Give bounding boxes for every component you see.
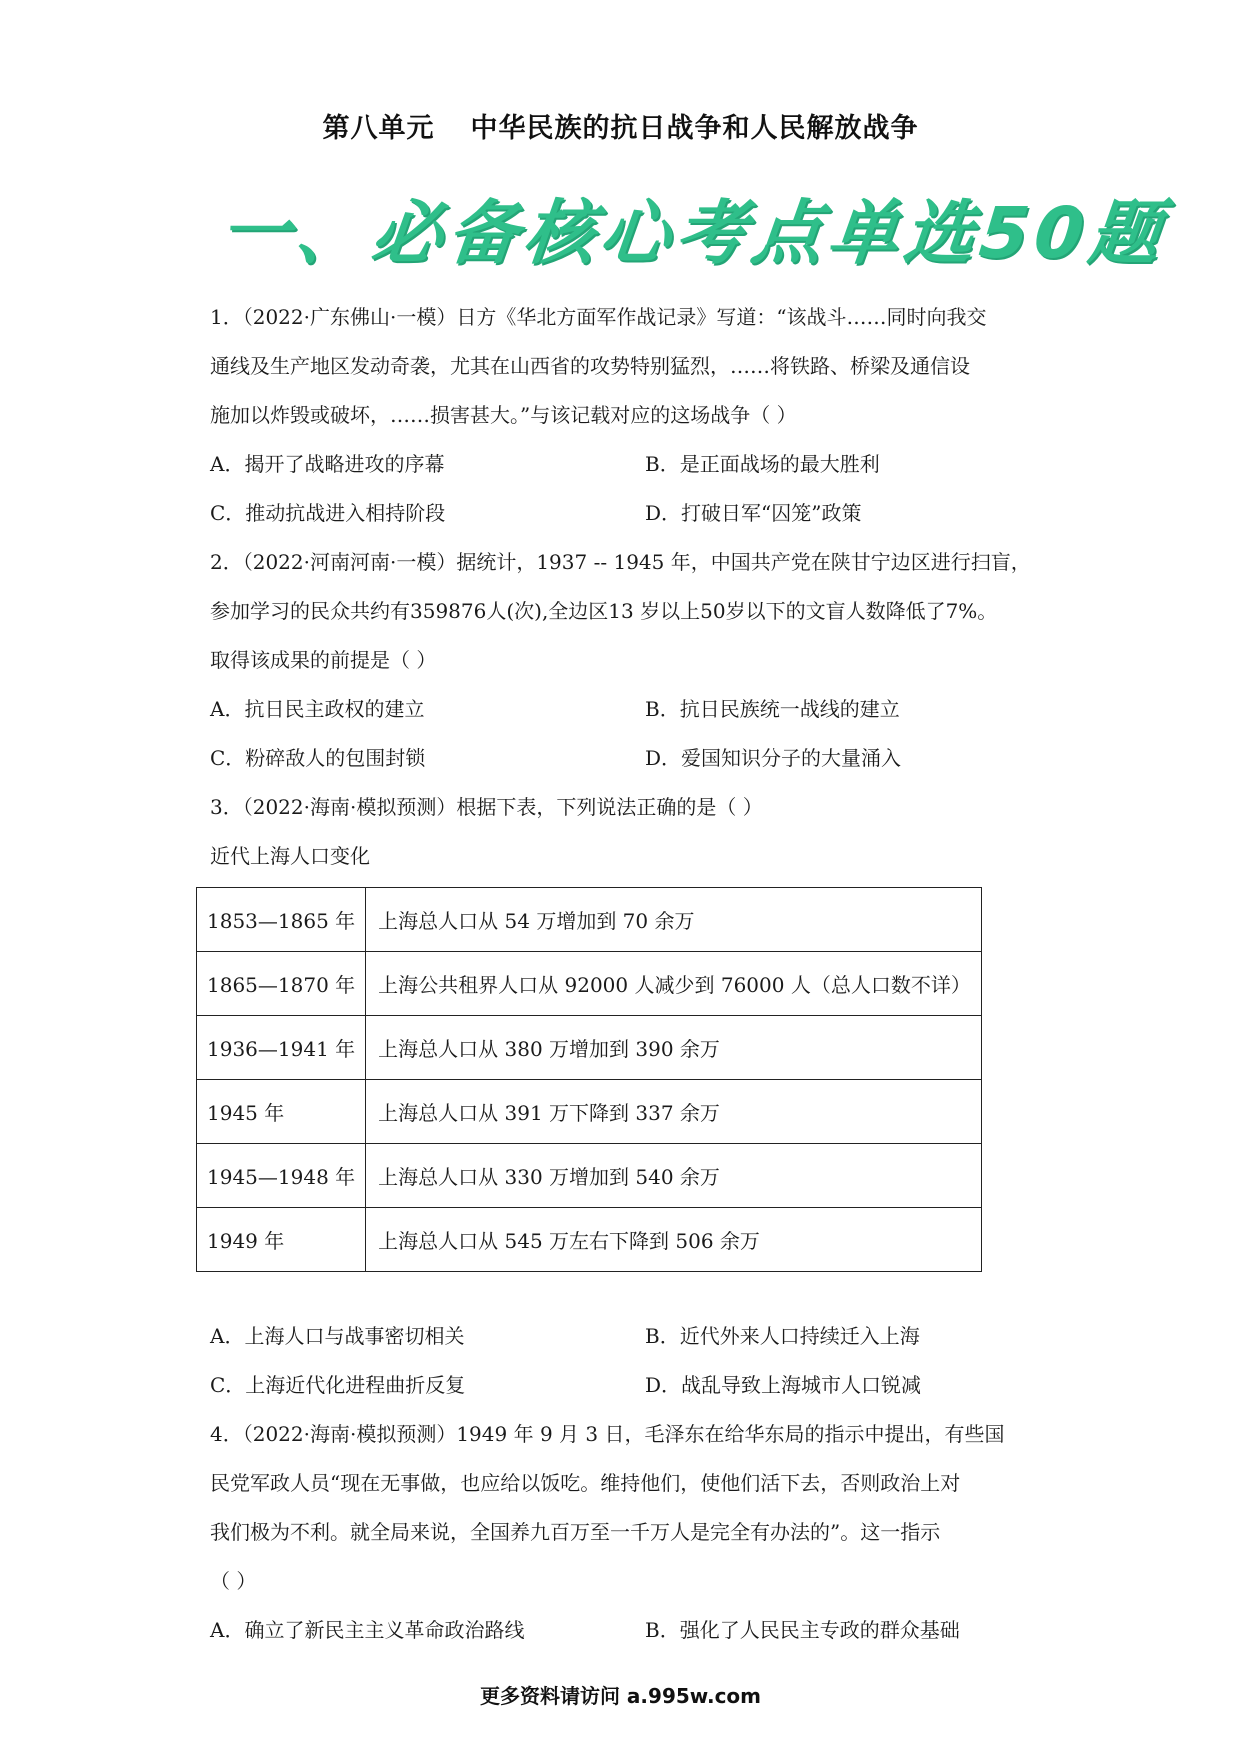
table-cell-desc: 上海总人口从 380 万增加到 390 余万 bbox=[366, 1016, 982, 1080]
option-d[interactable]: D．爱国知识分子的大量涌入 bbox=[645, 746, 902, 770]
question-text-line: 1．（2022·广东佛山·一模）日方《华北方面军作战记录》写道：“该战斗……同时向我交 bbox=[210, 305, 987, 329]
unit-label: 第八单元 bbox=[322, 113, 435, 144]
table-cell-year: 1949 年 bbox=[197, 1208, 366, 1272]
table-row bbox=[197, 952, 982, 1016]
option-c[interactable]: C．推动抗战进入相持阶段 bbox=[210, 501, 446, 525]
unit-title: 中华民族的抗日战争和人民解放战争 bbox=[470, 113, 919, 144]
question-text-line: 通线及生产地区发动奇袭，尤其在山西省的攻势特别猛烈，……将铁路、桥梁及通信设 bbox=[210, 354, 970, 378]
population-table bbox=[196, 887, 982, 1272]
option-d[interactable]: D．打破日军“囚笼”政策 bbox=[645, 501, 862, 525]
question-4 bbox=[210, 1410, 1040, 1655]
question-list bbox=[207, 293, 1040, 1655]
question-text-line: 3．（2022·海南·模拟预测）根据下表，下列说法正确的是（ ） bbox=[210, 795, 763, 819]
question-text-line: 参加学习的民众共约有359876人(次),全边区13 岁以上50岁以下的文盲人数降低了7%。 bbox=[210, 599, 998, 623]
question-text-line: （ ） bbox=[210, 1569, 257, 1593]
option-a[interactable]: A．抗日民主政权的建立 bbox=[210, 697, 425, 721]
option-b[interactable]: B．抗日民族统一战线的建立 bbox=[645, 697, 900, 721]
option-row bbox=[210, 489, 1040, 538]
question-text-line: 4．（2022·海南·模拟预测）1949 年 9 月 3 日，毛泽东在给华东局的指示中提出，有些国 bbox=[210, 1422, 1005, 1446]
footer-link[interactable]: 更多资料请访问 a.995w.com bbox=[479, 1684, 762, 1708]
page-title bbox=[0, 106, 1241, 145]
option-row bbox=[210, 440, 1040, 489]
question-2 bbox=[210, 538, 1040, 783]
table-row bbox=[197, 1080, 982, 1144]
table-cell-year: 1945 年 bbox=[197, 1080, 366, 1144]
table-cell-desc: 上海总人口从 54 万增加到 70 余万 bbox=[366, 888, 982, 952]
question-text-line: 我们极为不利。就全局来说，全国养九百万至一千万人是完全有办法的”。这一指示 bbox=[210, 1520, 941, 1544]
option-a[interactable]: A．确立了新民主主义革命政治路线 bbox=[210, 1618, 525, 1642]
option-row bbox=[210, 1312, 1040, 1361]
question-1 bbox=[210, 293, 1040, 538]
question-text-line: 2．（2022·河南河南·一模）据统计，1937 -- 1945 年，中国共产党在陕甘宁边区进行扫盲， bbox=[210, 550, 1031, 574]
table-cell-year: 1945—1948 年 bbox=[197, 1144, 366, 1208]
option-row bbox=[210, 734, 1040, 783]
option-row bbox=[210, 1361, 1040, 1410]
table-cell-year: 1865—1870 年 bbox=[197, 952, 366, 1016]
table-cell-desc: 上海公共租界人口从 92000 人减少到 76000 人（总人口数不详） bbox=[366, 952, 982, 1016]
question-text-line: 民党军政人员“现在无事做，也应给以饭吃。维持他们，使他们活下去，否则政治上对 bbox=[210, 1471, 961, 1495]
option-b[interactable]: B．是正面战场的最大胜利 bbox=[645, 452, 880, 476]
option-a[interactable]: A．上海人口与战事密切相关 bbox=[210, 1324, 465, 1348]
option-c[interactable]: C．粉碎敌人的包围封锁 bbox=[210, 746, 426, 770]
question-text-line: 取得该成果的前提是（ ） bbox=[210, 648, 437, 672]
option-a[interactable]: A．揭开了战略进攻的序幕 bbox=[210, 452, 445, 476]
question-3 bbox=[207, 783, 1040, 1410]
option-d[interactable]: D．战乱导致上海城市人口锐减 bbox=[645, 1373, 922, 1397]
table-row bbox=[197, 888, 982, 952]
question-text-line: 施加以炸毁或破坏，……损害甚大。”与该记载对应的这场战争（ ） bbox=[210, 403, 797, 427]
population-table-wrap bbox=[196, 887, 1040, 1272]
option-b[interactable]: B．近代外来人口持续迁入上海 bbox=[645, 1324, 920, 1348]
option-row bbox=[210, 1606, 1040, 1655]
option-c[interactable]: C．上海近代化进程曲折反复 bbox=[210, 1373, 466, 1397]
table-cell-desc: 上海总人口从 330 万增加到 540 余万 bbox=[366, 1144, 982, 1208]
section-banner: 一、必备核心考点单选50题 bbox=[215, 192, 1170, 274]
table-cell-desc: 上海总人口从 545 万左右下降到 506 余万 bbox=[366, 1208, 982, 1272]
table-row bbox=[197, 1016, 982, 1080]
option-row bbox=[210, 685, 1040, 734]
table-cell-desc: 上海总人口从 391 万下降到 337 余万 bbox=[366, 1080, 982, 1144]
table-row bbox=[197, 1208, 982, 1272]
option-b[interactable]: B．强化了人民民主专政的群众基础 bbox=[645, 1618, 960, 1642]
table-caption: 近代上海人口变化 bbox=[210, 844, 370, 868]
table-cell-year: 1853—1865 年 bbox=[197, 888, 366, 952]
table-cell-year: 1936—1941 年 bbox=[197, 1016, 366, 1080]
table-row bbox=[197, 1144, 982, 1208]
